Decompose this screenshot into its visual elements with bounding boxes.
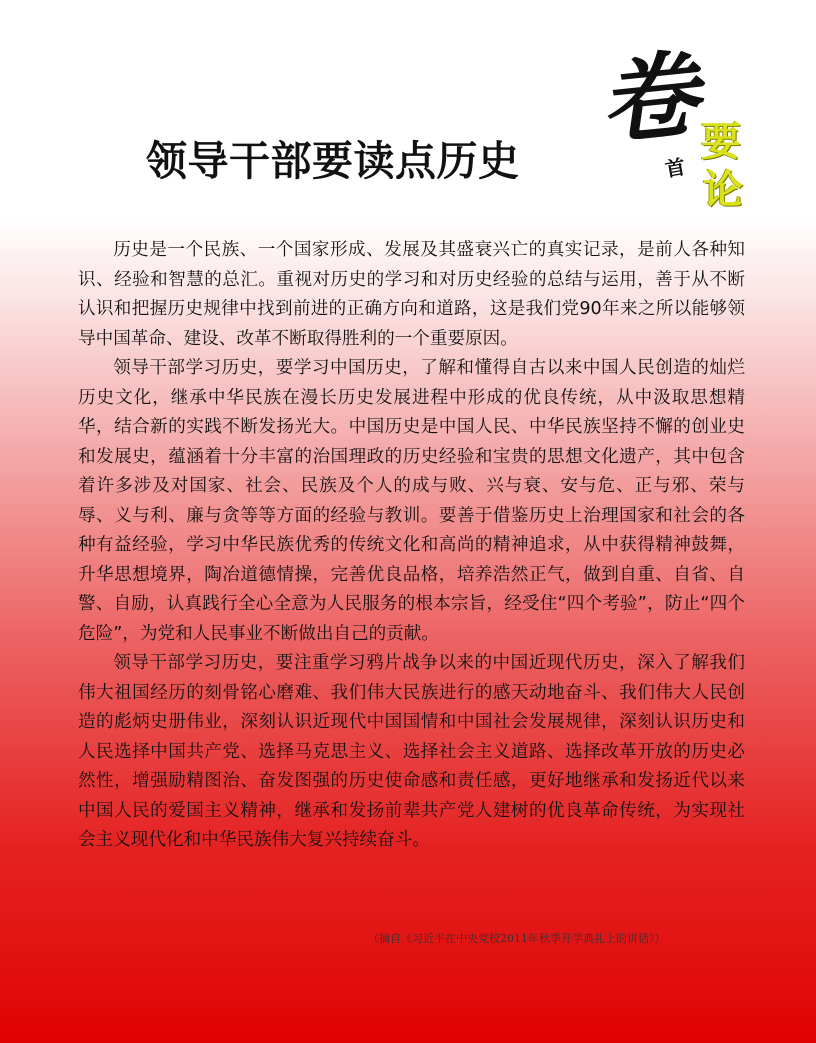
logo-yellow-char-1: 要 xyxy=(701,119,741,165)
article-body xyxy=(78,236,745,856)
logo-small-char: 首 xyxy=(663,154,688,182)
source-note: （摘自《习近平在中央党校2011年秋季开学典礼上的讲话》） xyxy=(368,932,666,945)
column-logo xyxy=(595,36,755,220)
logo-big-char: 卷 xyxy=(599,36,715,159)
page-title: 领导干部要读点历史 xyxy=(146,137,520,185)
paragraph-2: 领导干部学习历史，要学习中国历史，了解和懂得自古以来中国人民创造的灿烂历史文化，继承中华民族在漫长历史发展进程中形成的优良传统，从中汲取思想精华，结合新的实践不断发扬光大。中国历史是中国人民、中华民族坚持不懈的创业史和发展史，蕴涵着十分丰富的治国理政的历史经验和宝贵的思想文化遗产，其中包含着许多涉及对国家、社会、民族及个人的成与败、兴与衰、安与危、正与邪、荣与辱、义与利、廉与贪等等方面的经验与教训。要善于借鉴历史上治理国家和社会的各种有益经验，学习中华民族优秀的传统文化和高尚的精神追求，从中获得精神鼓舞，升华思想境界，陶冶道德情操，完善优良品格，培养浩然正气，做到自重、自省、自警、自励，认真践行全心全意为人民服务的根本宗旨，经受住“四个考验”，防止“四个危险”，为党和人民事业不断做出自己的贡献。 xyxy=(78,358,745,644)
logo-yellow-char-2: 论 xyxy=(703,167,743,213)
paragraph-1: 历史是一个民族、一个国家形成、发展及其盛衰兴亡的真实记录，是前人各种知识、经验和智慧的总汇。重视对历史的学习和对历史经验的总结与运用，善于从不断认识和把握历史规律中找到前进的正确方向和道路，这是我们党90年来之所以能够领导中国革命、建设、改革不断取得胜利的一个重要原因。 xyxy=(78,240,745,349)
paragraph-3: 领导干部学习历史，要注重学习鸦片战争以来的中国近现代历史，深入了解我们伟大祖国经历的刻骨铭心磨难、我们伟大民族进行的感天动地奋斗、我们伟大人民创造的彪炳史册伟业，深刻认识近现代中国国情和中国社会发展规律，深刻认识历史和人民选择中国共产党、选择马克思主义、选择社会主义道路、选择改革开放的历史必然性，增强励精图治、奋发图强的历史使命感和责任感，更好地继承和发扬近代以来中国人民的爱国主义精神，继承和发扬前辈共产党人建树的优良革命传统，为实现社会主义现代化和中华民族伟大复兴持续奋斗。 xyxy=(78,653,745,850)
